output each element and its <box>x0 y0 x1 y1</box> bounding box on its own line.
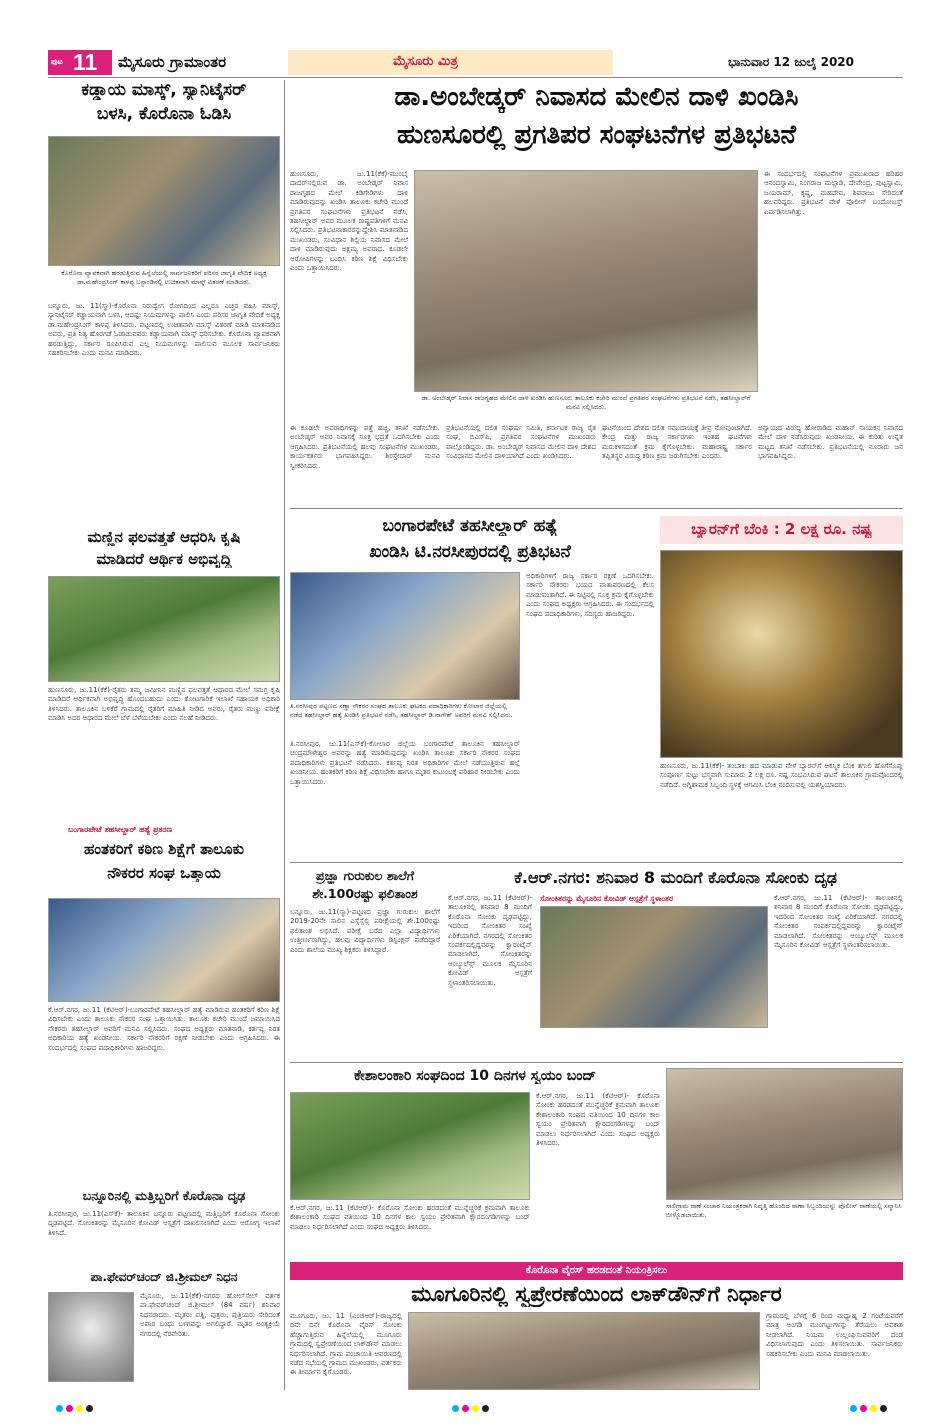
article-headline: ಪಾ.ಫೇವರ್‌ಚಂದ್ ಜಿ.ಶ್ರೀಮಲ್ ನಿಧನ <box>90 1270 238 1284</box>
photo-caption: ತಿ.ನರಸೀಪುರ ಪಟ್ಟಣದ ಸಣ್ಣಾ ನೌಕರರ ಸಂಘದ ತಾಲೂಕು ಘಟಕದ ಪದಾಧಿಕಾರಿಗಳು ಕೋಲಾರ ಜಿಲ್ಲೆಯಲ್ಲಿ ನಡೆದ ತಹಸೀಲ್ದಾರ್ ಹತ್ಯೆ ಖಂಡಿಸಿ ಪ್ರತಿಭಟನೆ ನಡೆಸಿ, ತಹಸೀಲ್ದಾರ್ ಡಿ.ನಾಗೇಶ್ ಅವರಿಗೆ ಮನವಿ ಸಲ್ಲಿಸಿದರು. <box>290 702 513 719</box>
article-body: ಕೆ.ಆರ್.ನಗರ, ಜು.11 (ಕೆಟಿಆರ್)-ಬಂಗಾರಪೇಟೆ ತಹಸೀಲ್ದಾರ್ ಹತ್ಯೆ ಮಾಡಿರುವ ಹಂತಕರಿಗೆ ಕಠಿಣ ಶಿಕ್ಷೆ ವಿಧಿಸಬೇಕು ಎಂದು ತಾಲೂಕು ನೌಕರರ ಸಂಘ ಒತ್ತಾಯಿಸಿತು. ತಾಲೂಕು ಕಚೇರಿ ಮುಂದೆ ಜಮಾಯಿಸಿದ ನೌಕರರು ತಹಸೀಲ್ದಾರ್ ಅವರಿಗೆ ಮನವಿ ಸಲ್ಲಿಸಿದರು. ಸಂಘದ ಅಧ್ಯಕ್ಷರು ಮಾತನಾಡಿ, ಕರ್ತವ್ಯ ನಿರತ ಅಧಿಕಾರಿಯ ಹತ್ಯೆ ಖಂಡನೀಯ. ಸರ್ಕಾರಿ ನೌಕರರಿಗೆ ರಕ್ಷಣೆ ನೀಡಬೇಕು ಎಂದು ಆಗ್ರಹಿಸಿದರು. ಈ ಸಂದರ್ಭದಲ್ಲಿ ಸಂಘದ ಪದಾಧಿಕಾರಿಗಳು ಹಾಜರಿದ್ದರು. <box>48 1006 280 1052</box>
news-photo <box>290 1092 530 1200</box>
article-body: ಕೆ.ಆರ್.ನಗರ, ಜು.11 (ಕೆಟಿಆರ್)- ತಾಲೂಕಿನಲ್ಲಿ ಶನಿವಾರ 8 ಮಂದಿಗೆ ಕೊರೊನಾ ಸೋಂಕು ದೃಢಪಟ್ಟಿದ್ದು, ಇದರಿಂದ ಸೋಂಕಿತರ ಸಂಖ್ಯೆ ಏರಿಕೆಯಾಗಿದೆ. ನಗರದಲ್ಲಿ ಸೋಂಕಿತರ ಸಂಪರ್ಕದಲ್ಲಿದ್ದವರನ್ನು ಕ್ವಾರಂಟೈನ್ ಮಾಡಲಾಗಿದೆ. ಸೋಂಕಿತರನ್ನು ಆಂಬ್ಯುಲೆನ್ಸ್ ಮೂಲಕ ಮೈಸೂರಿನ ಕೋವಿಡ್ ಆಸ್ಪತ್ರೆಗೆ ಸ್ಥಳಾಂತರಿಸಲಾಯಿತು. <box>774 894 903 950</box>
article-body: ಪ್ರತಿಭಟನೆಯಲ್ಲಿ ದಲಿತ ಸಂಘರ್ಷ ಸಮಿತಿ, ಕರ್ನಾಟಕ ರಾಜ್ಯ ರೈತ ಸಂಘ, ಬಿಎಸ್‌ಪಿ, ಪ್ರಗತಿಪರ ಸಂಘಟನೆಗಳ ಮುಖಂಡರು ಪಾಲ್ಗೊಂಡಿದ್ದರು. ಡಾ. ಅಂಬೇಡ್ಕರ್ ನಿವಾಸದ ಮೇಲಿನ ದಾಳಿ ದೇಶದ ಸಂವಿಧಾನದ ಮೇಲಿನ ದಾಳಿಯಾಗಿದೆ ಎಂದು ಖಂಡಿಸಿದರು. <box>446 424 596 461</box>
color-dot <box>462 1405 469 1412</box>
article-headline: ಮಣ್ಣಿನ ಫಲವತ್ತತೆ ಆಧರಿಸಿ ಕೃಷಿ <box>87 528 241 546</box>
article-headline: ಮೂಗೂರಿನಲ್ಲಿ ಸ್ವಪ್ರೇರಣೆಯಿಂದ ಲಾಕ್‌ಡೌನ್‌ಗೆ ನಿರ್ಧಾರ <box>411 1282 782 1306</box>
article-body: ಹುಣಸೂರು, ಜು.11(ಕೆಕೆ)-ರೈತರು ತಮ್ಮ ಜಮೀನಿನ ಮಣ್ಣಿನ ಫಲವತ್ತತೆ ಆಧಾರದ ಮೇಲೆ ಸಮಗ್ರ ಕೃಷಿ ಮಾಡಿದರೆ ಆರ್ಥಿಕವಾಗಿ ಅಭಿವೃದ್ಧಿ ಹೊಂದಬಹುದು ಎಂದು ತೋಟಗಾರಿಕೆ ಇಲಾಖೆ ಸಹಾಯಕ ಅಧಿಕಾರಿ ತಿಳಿಸಿದರು. ತಾಲೂಕಿನ ಬಳಿಕೆರೆ ಗ್ರಾಮದಲ್ಲಿ ರೈತರಿಗೆ ಮಾಹಿತಿ ನೀಡಿದ ಅವರು, ರೈತರು ಮಣ್ಣು ಪರೀಕ್ಷೆ ಮಾಡಿಸಿ ಅದರ ಆಧಾರದ ಮೇಲೆ ಬೆಳೆ ಬೆಳೆಯಬೇಕು ಎಂದು ಸಲಹೆ ನೀಡಿದರು. <box>48 686 280 723</box>
article-body: ತಿ.ನರಸೀಪುರ, ಜು.11(ಎಸ್‌ಕೆ)- ತಾಲೂಕಿನ ಬನ್ನೂರು ಪಟ್ಟಣದಲ್ಲಿ ಮತ್ತಿಬ್ಬರಿಗೆ ಕೊರೊನಾ ಸೋಂಕು ದೃಢಪಟ್ಟಿದೆ. ಸೋಂಕಿತರನ್ನು ಮೈಸೂರಿನ ಕೋವಿಡ್ ಆಸ್ಪತ್ರೆಗೆ ದಾಖಲಿಸಲಾಗಿದೆ ಎಂದು ಆರೋಗ್ಯ ಇಲಾಖೆ ತಿಳಿಸಿದೆ. <box>48 1210 280 1237</box>
news-photo <box>414 170 758 392</box>
color-dot <box>56 1405 63 1412</box>
article-kicker: ಬಂಗಾರಪೇಟೆ ತಹಸೀಲ್ದಾರ್ ಹತ್ಯೆ ಪ್ರಕರಣ <box>68 825 173 834</box>
news-photo <box>666 1068 903 1200</box>
column-divider <box>284 80 285 1390</box>
news-photo <box>48 898 280 1002</box>
article-headline: ಬಳಸಿ, ಕೊರೊನಾ ಓಡಿಸಿ <box>96 104 232 124</box>
article-body: ಬನ್ನೂರು, ಜು.11(ಸ್ಮಾ)-ಪಟ್ಟಣದ ಪ್ರಜ್ಞಾ ಗುರುಕುಲ ಶಾಲೆಗೆ 2019-20ನೇ ಸಾಲಿನ ಎಸ್ಸೆಸ್ಸೆಲ್ಸಿ ಪರೀಕ್ಷೆಯಲ್ಲಿ ಶೇ.100ರಷ್ಟು ಫಲಿತಾಂಶ ಲಭಿಸಿದೆ. ಪರೀಕ್ಷೆ ಬರೆದ ಎಲ್ಲಾ ವಿದ್ಯಾರ್ಥಿಗಳು ಉತ್ತೀರ್ಣರಾಗಿದ್ದು, ಹಲವು ವಿದ್ಯಾರ್ಥಿಗಳು ಡಿಸ್ಟಿಂಕ್ಷನ್ ಪಡೆದಿದ್ದಾರೆ ಎಂದು ಶಾಲೆಯ ಮುಖ್ಯ ಶಿಕ್ಷಕರು ತಿಳಿಸಿದ್ದಾರೆ. <box>290 908 440 954</box>
article-body: ಕೆ.ಆರ್.ನಗರ, ಜು.11 (ಕೆಟಿಆರ್)- ತಾಲೂಕಿನಲ್ಲಿ ಶನಿವಾರ 8 ಮಂದಿಗೆ ಕೊರೊನಾ ಸೋಂಕು ದೃಢಪಟ್ಟಿದ್ದು, ಇದರಿಂದ ಸೋಂಕಿತರ ಸಂಖ್ಯೆ ಏರಿಕೆಯಾಗಿದೆ. ನಗರದಲ್ಲಿ ಸೋಂಕಿತರ ಸಂಪರ್ಕದಲ್ಲಿದ್ದವರನ್ನು ಕ್ವಾರಂಟೈನ್ ಮಾಡಲಾಗಿದೆ. ಸೋಂಕಿತರನ್ನು ಆಂಬ್ಯುಲೆನ್ಸ್ ಮೂಲಕ ಮೈಸೂರಿನ ಕೋವಿಡ್ ಆಸ್ಪತ್ರೆಗೆ ಸ್ಥಳಾಂತರಿಸಲಾಯಿತು. <box>448 894 532 987</box>
news-photo <box>48 576 280 682</box>
left-column <box>48 80 280 1390</box>
masthead <box>48 50 903 75</box>
article-headline: ಬ್ಯಾರನ್‌ಗೆ ಬೆಂಕಿ : 2 ಲಕ್ಷ ರೂ. ನಷ್ಟ <box>691 520 872 538</box>
article-body: ಈ ಕೂಡಲೇ ಅಪರಾಧಿಗಳನ್ನು ಪತ್ತೆ ಹಚ್ಚಿ, ತನಿಖೆ ನಡೆಸಬೇಕು. ಅಂಬೇಡ್ಕರ್ ಅವರ ನಿವಾಸಕ್ಕೆ ಸೂಕ್ತ ಭದ್ರತೆ ಒದಗಿಸಬೇಕು ಎಂದು ಆಗ್ರಹಿಸಿದರು. ಪ್ರತಿಭಟನೆಯಲ್ಲಿ ಹಲವು ಸಂಘಟನೆಗಳ ಮುಖಂಡರು, ಕಾರ್ಯಕರ್ತರು ಭಾಗವಹಿಸಿದ್ದರು. ಶಿರಸ್ತೇದಾರ್ ಮನವಿ ಸ್ವೀಕರಿಸಿದರು. <box>290 424 440 470</box>
color-dot <box>86 1405 93 1412</box>
section-title: ಮೈಸೂರು ಗ್ರಾಮಾಂತರ <box>118 53 227 71</box>
article-headline: ಪ್ರಜ್ಞಾ ಗುರುಕುಲ ಶಾಲೆಗೆ <box>316 868 414 883</box>
news-photo <box>540 906 768 1028</box>
article-body: ಹುಣಸೂರು, ಜು.11(ಕೆಕೆ)-ಮುಂಬೈ ದಾದರ್‌ನಲ್ಲಿರುವ ಡಾ. ಅಂಬೇಡ್ಕರ್ ನಿವಾಸ ರಾಜಗೃಹದ ಮೇಲೆ ಕಿಡಿಗೇಡಿಗಳು ದಾಳಿ ಮಾಡಿರುವುದನ್ನು ಖಂಡಿಸಿ ತಾಲೂಕು ಕಚೇರಿ ಮುಂದೆ ಪ್ರಗತಿಪರ ಸಂಘಟನೆಗಳು ಪ್ರತಿಭಟನೆ ನಡೆಸಿ, ತಹಸೀಲ್ದಾರ್ ಅವರ ಮೂಲಕ ರಾಷ್ಟ್ರಪತಿಗಳಿಗೆ ಮನವಿ ಸಲ್ಲಿಸಿದರು. ಪ್ರತಿಭಟನಾಕಾರರನ್ನುದ್ದೇಶಿಸಿ ಮಾತನಾಡಿದ ಮುಖಂಡರು, ಸಂವಿಧಾನ ಶಿಲ್ಪಿಯ ನಿವಾಸದ ಮೇಲೆ ದಾಳಿ ಮಾಡಿರುವುದು ಅಕ್ಷಮ್ಯ ಅಪರಾಧ. ಕೂಡಲೇ ಆರೋಪಿಗಳನ್ನು ಬಂಧಿಸಿ ಕಠಿಣ ಶಿಕ್ಷೆ ವಿಧಿಸಬೇಕು ಎಂದು ಒತ್ತಾಯಿಸಿದರು. <box>290 170 408 273</box>
color-dot <box>860 1405 867 1412</box>
article-body: ತಿ.ನರಸೀಪುರ, ಜು.11(ಎಸ್‌ಕೆ)-ಕೋಲಾರ ಜಿಲ್ಲೆಯ ಬಂಗಾರಪೇಟೆ ತಾಲೂಕಿನ ತಹಸೀಲ್ದಾರ್ ಚಂದ್ರಮೌಳೇಶ್ವರ ಅವರನ್ನು ಹತ್ಯೆ ಮಾಡಿರುವುದನ್ನು ಖಂಡಿಸಿ ತಾಲೂಕು ಸರ್ಕಾರಿ ನೌಕರರ ಸಂಘದ ಪದಾಧಿಕಾರಿಗಳು ಪ್ರತಿಭಟನೆ ನಡೆಸಿದರು. ಕರ್ತವ್ಯ ನಿರತ ಅಧಿಕಾರಿಗಳ ಮೇಲೆ ನಡೆಯುತ್ತಿರುವ ಹಲ್ಲೆ ಖಂಡನೀಯ. ಹಂತಕರಿಗೆ ಕಠಿಣ ಶಿಕ್ಷೆ ವಿಧಿಸಬೇಕು ಹಾಗೂ ಮೃತರ ಕುಟುಂಬಕ್ಕೆ ಪರಿಹಾರ ನೀಡಬೇಕು ಎಂದು ಒತ್ತಾಯಿಸಿದರು. <box>290 740 520 786</box>
article-headline: ಕಡ್ಡಾಯ ಮಾಸ್ಕ್, ಸ್ಯಾನಿಟೈಸರ್ <box>81 80 247 100</box>
color-dot <box>76 1405 83 1412</box>
main-area <box>290 80 903 1390</box>
print-color-marks <box>56 1397 96 1416</box>
article-body: ಮೂಗೂರು, ಜು. 11 (ಎಂಜಿಆರ್)-ರಾಜ್ಯದಲ್ಲಿ ದಿನೇ ದಿನೇ ಕೊರೊನಾ ವೈರಸ್ ಸೋಂಕು ಹೆಚ್ಚಾಗುತ್ತಿರುವ ಹಿನ್ನೆಲೆಯಲ್ಲಿ ಮೂಗೂರು ಗ್ರಾಮದಲ್ಲಿ ಸ್ವಪ್ರೇರಣೆಯಿಂದ ಲಾಕ್‌ಡೌನ್ ಮಾಡಲು ನಿರ್ಧರಿಸಲಾಗಿದೆ. ಗ್ರಾಮ ಪಂಚಾಯಿತಿ ಆವರಣದಲ್ಲಿ ನಡೆದ ಸಭೆಯಲ್ಲಿ ಗ್ರಾಮದ ಮುಖಂಡರು, ವರ್ತಕರು ಈ ತೀರ್ಮಾನ ಕೈಗೊಂಡರು. <box>290 1312 402 1377</box>
print-color-marks <box>850 1397 890 1416</box>
article-body: ಅಧಿಕಾರಿಗಳಿಗೆ ರಾಜ್ಯ ಸರ್ಕಾರ ರಕ್ಷಣೆ ಒದಗಿಸಬೇಕು. ಸರ್ಕಾರಿ ನೌಕರರು ಭಯದ ವಾತಾವರಣದಲ್ಲಿ ಕೆಲಸ ಮಾಡುವಂತಾಗಿದೆ. ಈ ನಿಟ್ಟಿನಲ್ಲಿ ಸೂಕ್ತ ಕ್ರಮ ಕೈಗೊಳ್ಳಬೇಕು ಎಂದು ಸಂಘದ ಅಧ್ಯಕ್ಷರು ಆಗ್ರಹಿಸಿದರು. ಈ ಸಂದರ್ಭದಲ್ಲಿ ಸಂಘದ ಪದಾಧಿಕಾರಿಗಳು, ಸದಸ್ಯರು ಹಾಜರಿದ್ದರು. <box>526 572 654 618</box>
article-headline: ಬಂಗಾರಪೇಟೆ ತಹಸೀಲ್ದಾರ್ ಹತ್ಯೆ <box>382 516 558 536</box>
lockdown-kicker: ಕೊರೊನಾ ವೈರಸ್ ಹರಡದಂತೆ ನಿಯಂತ್ರಿಸಲು <box>525 1265 668 1276</box>
issue-date: ಭಾನುವಾರ 12 ಜುಲೈ 2020 <box>728 55 854 69</box>
article-headline: ಖಂಡಿಸಿ ಟಿ.ನರಸೀಪುರದಲ್ಲಿ ಪ್ರತಿಭಟನೆ <box>369 542 571 562</box>
color-dot <box>850 1405 857 1412</box>
color-dot <box>482 1405 489 1412</box>
page-prefix: ಪುಟ <box>51 57 63 66</box>
article-headline: ಕೇಶಾಲಂಕಾರಿ ಸಂಘದಿಂದ 10 ದಿನಗಳ ಸ್ವಯಂ ಬಂದ್ <box>353 1068 597 1084</box>
obituary-portrait <box>48 1292 134 1382</box>
page-number: 11 <box>73 49 98 75</box>
article-body: ಅನ್ಯಾಯದ ವಿರುದ್ಧ ಹೋರಾಡಿದ ಮಹಾನ್ ನಾಯಕನ ನಿವಾಸದ ಮೇಲೆ ದಾಳಿ ನಡೆಸಿರುವುದು ಖಂಡನೀಯ. ಈ ಕುರಿತು ಉನ್ನತ ಮಟ್ಟದ ತನಿಖೆ ನಡೆಸಬೇಕು. ಪ್ರತಿಭಟನೆಯಲ್ಲಿ ನೂರಾರು ಜನ ಭಾಗವಹಿಸಿದ್ದರು. <box>758 424 903 461</box>
photo-caption: ಸಾಲಿಗ್ರಾಮ ಠಾಣೆ ಸಂಚಾರ ನಿಯಂತ್ರಕರಾಗಿ ನಿವೃತ್ತಿ ಹೊಂದಿದ ಠಾಣಾ ಸಿಬ್ಬಂದಿಯನ್ನು ಪೊಲೀಸ್ ಠಾಣೆಯಲ್ಲಿ ಸನ್ಮಾನಿಸಿ ಬೀಳ್ಕೊಡಲಾಯಿತು. <box>666 1202 902 1219</box>
color-dot <box>472 1405 479 1412</box>
article-body: ಮೈಸೂರು, ಜು.11(ಕೆಕೆ)-ನಗರದ ಹೋಲ್‌ಸೇಲ್ ವರ್ತಕ ಪಾ.ಫೇವರ್‌ಚಂದ್ ಜಿ.ಶ್ರೀಮಲ್ (84 ವರ್ಷ) ಶನಿವಾರ ನಿಧನರಾದರು. ಮೃತರು ಪತ್ನಿ, ಪುತ್ರರು, ಪುತ್ರಿಯರು ಸೇರಿದಂತೆ ಅಪಾರ ಬಂಧು ಬಳಗವನ್ನು ಅಗಲಿದ್ದಾರೆ. ಮೃತರ ಅಂತ್ಯಕ್ರಿಯೆ ನಗರದಲ್ಲಿ ನೆರವೇರಿತು. <box>140 1292 280 1338</box>
news-photo <box>660 550 903 758</box>
lead-headline: ಡಾ.ಅಂಬೇಡ್ಕರ್ ನಿವಾಸದ ಮೇಲಿನ ದಾಳಿ ಖಂಡಿಸಿ <box>394 82 799 112</box>
article-headline: ಮಾಡಿದರೆ ಆರ್ಥಿಕ ಅಭಿವೃದ್ಧಿ <box>96 550 232 568</box>
article-headline: ಬನ್ನೂರಿನಲ್ಲಿ ಮತ್ತಿಬ್ಬರಿಗೆ ಕೊರೊನಾ ದೃಢ <box>82 1188 246 1203</box>
article-body: ಬನ್ನೂರು, ಜು. 11(ಸ್ಮಾ)-ಕೊರೊನಾ ನಿರುದ್ವೇಗ ರೋಗದಿಂದ ಎಲ್ಲರೂ ಎಚ್ಚರ ವಹಿಸಿ ಮಾಸ್ಕ್, ಸ್ಯಾನಿಟೈಸರ್ ಕಡ್ಡಾಯವಾಗಿ ಬಳಸಿ, ಆದಷ್ಟು ನಿಯಮಗಳನ್ನು ಪಾಲಿಸಿ ಎಂದು ಪರಿಸರ ಜಾಗೃತಿ ವೇದಿಕೆ ಅಧ್ಯಕ್ಷ ಡಾ.ಮಹೇಂದ್ರಸಿಂಗ್ ಕಾಳಪ್ಪ ತಿಳಿಸಿದರು. ಪಟ್ಟಣದಲ್ಲಿ ಉಚಿತವಾಗಿ ಮಾಸ್ಕ್ ವಿತರಣೆ ಮಾಡಿ ಮಾತನಾಡಿದ ಅವರು, ಪ್ರತಿ ನಿತ್ಯ ಹೊರಗಡೆ ಓಡಾಡುವವರು ಕಡ್ಡಾಯವಾಗಿ ಮಾಸ್ಕ್ ಧರಿಸಬೇಕು. ಕೊರೊನಾ ವ್ಯಾಪಕವಾಗಿ ಹರಡುತ್ತಿದ್ದು, ಸರ್ಕಾರ ರೂಪಿಸಿರುವ ಎಲ್ಲ ನಿಯಮಗಳನ್ನು ಪಾಲಿಸುವ ಮೂಲಕ ಸಾರ್ವಜನಿಕರು ಸಹಕರಿಸಬೇಕು ಎಂದು ಮನವಿ ಮಾಡಿದರು. <box>48 302 280 358</box>
article-body: ಗ್ರಾಮದಲ್ಲಿ ಬೆಳಗ್ಗೆ 6 ರಿಂದ ಮಧ್ಯಾಹ್ನ 2 ಗಂಟೆಯವರೆಗೆ ಮಾತ್ರ ಅಂಗಡಿ ಮುಂಗಟ್ಟುಗಳನ್ನು ತೆರೆಯಲು ಅವಕಾಶ ನೀಡಲಾಗಿದೆ. ನಿಯಮ ಉಲ್ಲಂಘಿಸುವವರಿಗೆ ದಂಡ ವಿಧಿಸಲಾಗುವುದು ಎಂದು ತಿಳಿಸಲಾಯಿತು. ಸಾರ್ವಜನಿಕರು ಸಹಕರಿಸಬೇಕು ಎಂದು ಮನವಿ ಮಾಡಲಾಯಿತು. <box>766 1312 903 1358</box>
article-body: ಹುಣಸೂರು, ಜು.11(ಕೆಕೆ)- ತಂಬಾಕು ಹದ ಮಾಡುವ ವೇಳೆ ಬ್ಯಾರನ್‌ಗೆ ಆಕಸ್ಮಿಕ ಬೆಂಕಿ ತಗುಲಿ ಹೊಗೆಸೊಪ್ಪು ಸಂಪೂರ್ಣ ಸುಟ್ಟು ಭಸ್ಮವಾಗಿ ಸುಮಾರು 2 ಲಕ್ಷ ರೂ. ನಷ್ಟ ಸಂಭವಿಸಿರುವ ಘಟನೆ ತಾಲೂಕಿನ ಗ್ರಾಮವೊಂದರಲ್ಲಿ ನಡೆದಿದೆ. ಅಗ್ನಿಶಾಮಕ ಸಿಬ್ಬಂದಿ ಸ್ಥಳಕ್ಕೆ ಆಗಮಿಸಿ ಬೆಂಕಿ ನಂದಿಸುವಲ್ಲಿ ಯಶಸ್ವಿಯಾದರು. <box>660 762 903 789</box>
section-divider <box>290 1062 903 1063</box>
photo-caption: ಕೊರೊನಾ ವ್ಯಾಪಕವಾಗಿ ಹರಡುತ್ತಿರುವ ಹಿನ್ನೆಲೆಯಲ್ಲಿ ಸಾರ್ವಜನಿಕರಿಗೆ ಪರಿಸರ ಜಾಗೃತಿ ವೇದಿಕೆ ಅಧ್ಯಕ್ಷ ಡಾ.ಮಹೇಂದ್ರಸಿಂಗ್ ಕಾಳಪ್ಪ ಬಸ್ಟಾಂಡಿನಲ್ಲಿ ಉಚಿತವಾಗಿ ಮಾಸ್ಕ್ ವಿತರಣೆ ಮಾಡಿದರು. <box>61 269 267 286</box>
news-photo <box>290 572 520 700</box>
article-body: ಘಟನೆಯಿಂದ ದೇಶದ ದಲಿತ ಸಮುದಾಯಕ್ಕೆ ತೀವ್ರ ನೋವುಂಟಾಗಿದೆ. ಕೇಂದ್ರ ಮತ್ತು ರಾಜ್ಯ ಸರ್ಕಾರಗಳು ಇಂತಹ ಘಟನೆಗಳು ಮರುಕಳಿಸದಂತೆ ಕ್ರಮ ಕೈಗೊಳ್ಳಬೇಕು. ಮಹಾರಾಷ್ಟ್ರ ಸರ್ಕಾರ ತಪ್ಪಿತಸ್ಥರ ವಿರುದ್ಧ ಕಠಿಣ ಕ್ರಮ ಜರುಗಿಸಬೇಕು ಎಂದರು. <box>602 424 752 461</box>
article-subhead: ಸೋಂಕಿತರನ್ನು ಮೈಸೂರಿನ ಕೋವಿಡ್ ಆಸ್ಪತ್ರೆಗೆ ಸ್ಥಳಾಂತರ <box>540 894 673 903</box>
paper-name: ಮೈಸೂರು ಮಿತ್ರ <box>393 54 458 69</box>
section-divider <box>290 508 903 509</box>
color-dot <box>880 1405 887 1412</box>
lead-headline: ಹುಣಸೂರಲ್ಲಿ ಪ್ರಗತಿಪರ ಸಂಘಟನೆಗಳ ಪ್ರತಿಭಟನೆ <box>396 120 797 150</box>
article-body: ಈ ಸಂದರ್ಭದಲ್ಲಿ ಸಂಘಟನೆಗಳ ಪ್ರಮುಖರಾದ ಹರಿಹರ ಆನಂದಸ್ವಾಮಿ, ನಿಂಗರಾಜ ಮಲ್ಲಾಡಿ, ದೇವೇಂದ್ರ, ಪುಟ್ಟಸ್ವಾಮಿ, ಜಯರಾಮ್, ಕೃಷ್ಣ, ಮಹದೇವ, ಶಿವರಾಜು ಸೇರಿದಂತೆ ಹಲವರಿದ್ದರು. ಪ್ರತಿಭಟನೆ ವೇಳೆ ಪೊಲೀಸ್ ಬಂದೋಬಸ್ತ್ ಏರ್ಪಡಿಸಲಾಗಿತ್ತು. <box>764 170 903 216</box>
article-body: ಕೆ.ಆರ್.ನಗರ, ಜು.11 (ಕೆಟಿಆರ್)- ಕೊರೊನಾ ಸೋಂಕು ಹರಡದಂತೆ ಮುನ್ನೆಚ್ಚರಿಕೆ ಕ್ರಮವಾಗಿ ತಾಲೂಕು ಕೇಶಾಲಂಕಾರಿ ಸಂಘದ ವತಿಯಿಂದ 10 ದಿನಗಳ ಕಾಲ ಸ್ವಯಂ ಪ್ರೇರಿತವಾಗಿ ಕ್ಷೌರದಂಗಡಿಗಳನ್ನು ಬಂದ್ ಮಾಡಲು ನಿರ್ಧರಿಸಲಾಗಿದೆ ಎಂದು ಸಂಘದ ಅಧ್ಯಕ್ಷರು ತಿಳಿಸಿದರು. <box>290 1204 530 1231</box>
article-headline: ಕೆ.ಆರ್.ನಗರ: ಶನಿವಾರ 8 ಮಂದಿಗೆ ಕೊರೊನಾ ಸೋಂಕು ದೃಢ <box>514 868 837 887</box>
news-photo <box>48 136 280 266</box>
print-color-marks <box>452 1397 492 1416</box>
article-headline: ನೌಕರರ ಸಂಘ ಒತ್ತಾಯ <box>107 864 221 882</box>
color-dot <box>452 1405 459 1412</box>
color-dot <box>870 1405 877 1412</box>
article-headline: ಶೇ.100ರಷ್ಟು ಫಲಿತಾಂಶ <box>312 886 418 901</box>
article-headline: ಹಂತಕರಿಗೆ ಕಠಿಣ ಶಿಕ್ಷೆಗೆ ತಾಲೂಕು <box>83 840 244 858</box>
masthead-divider <box>48 77 903 78</box>
news-photo <box>408 1312 760 1390</box>
section-divider <box>290 862 903 863</box>
article-body: ಕೆ.ಆರ್.ನಗರ, ಜು.11 (ಕೆಟಿಆರ್)- ಕೊರೊನಾ ಸೋಂಕು ಹರಡದಂತೆ ಮುನ್ನೆಚ್ಚರಿಕೆ ಕ್ರಮವಾಗಿ ತಾಲೂಕು ಕೇಶಾಲಂಕಾರಿ ಸಂಘದ ವತಿಯಿಂದ 10 ದಿನಗಳ ಕಾಲ ಸ್ವಯಂ ಪ್ರೇರಿತವಾಗಿ ಕ್ಷೌರದಂಗಡಿಗಳನ್ನು ಬಂದ್ ಮಾಡಲು ನಿರ್ಧರಿಸಲಾಗಿದೆ ಎಂದು ಸಂಘದ ಅಧ್ಯಕ್ಷರು ತಿಳಿಸಿದರು. <box>536 1092 660 1148</box>
color-dot <box>66 1405 73 1412</box>
photo-caption: ಡಾ. ಅಂಬೇಡ್ಕರ್ ನಿವಾಸ ರಾಜಗೃಹದ ಮೇಲಿನ ದಾಳಿ ಖಂಡಿಸಿ ಹುಣಸೂರು ತಾಲೂಕು ಕಚೇರಿ ಮುಂದೆ ಪ್ರಗತಿಪರ ಸಂಘಟನೆಗಳು ಪ್ರತಿಭಟನೆ ನಡೆಸಿ, ತಹಸೀಲ್ದಾರ್‌ಗೆ ಮನವಿ ಸಲ್ಲಿಸಿದರು. <box>421 394 751 411</box>
